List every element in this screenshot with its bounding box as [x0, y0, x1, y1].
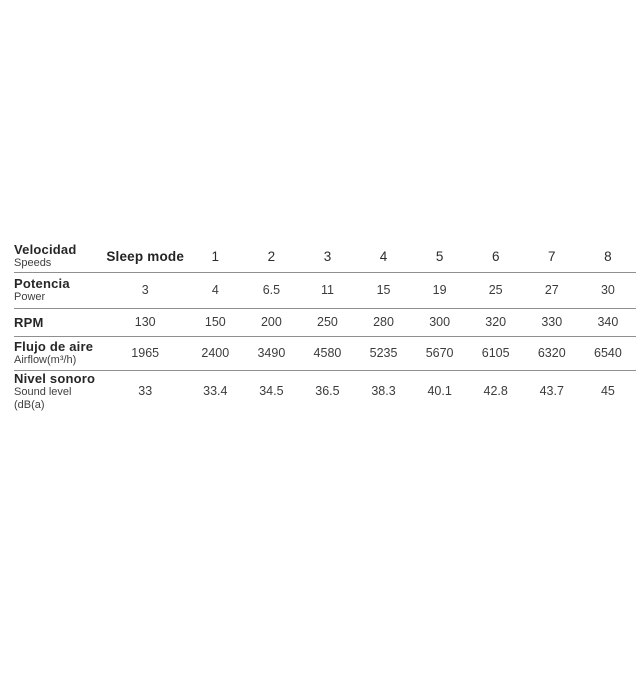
row-label-primary: Flujo de aire [14, 339, 94, 354]
row-label-cell [14, 370, 103, 412]
value-cell: 38.3 [371, 384, 396, 398]
value-cell: 6105 [468, 336, 524, 370]
value-cell: 4 [187, 272, 243, 308]
row-label-cell [14, 336, 103, 370]
row-label-cell [14, 308, 103, 336]
value-cell: 150 [187, 308, 243, 336]
value-cell: 45 [600, 384, 615, 398]
row-label-secondary: Power [14, 291, 46, 303]
value-cell: 19 [412, 272, 468, 308]
row-label-secondary: Sound level (dB(a) [14, 385, 72, 411]
table-row-nivel-sonoro [14, 370, 636, 412]
column-header-sleep-mode: Sleep mode [103, 241, 187, 272]
fan-spec-table-container [14, 241, 636, 412]
value-cell: 6.5 [243, 272, 299, 308]
value-cell: 5670 [412, 336, 468, 370]
column-header-speed-2: 2 [243, 241, 299, 272]
value-cell: 40.1 [427, 384, 452, 398]
value-cell: 6320 [524, 336, 580, 370]
header-label-cell [14, 241, 103, 272]
column-header-speed-1: 1 [187, 241, 243, 272]
column-header-speed-3: 3 [299, 241, 355, 272]
value-cell: 6540 [580, 336, 636, 370]
table-row-rpm [14, 308, 636, 336]
value-cell: 36.5 [315, 384, 340, 398]
value-cell: 11 [299, 272, 355, 308]
value-cell: 250 [299, 308, 355, 336]
value-cell: 5235 [356, 336, 412, 370]
fan-spec-table [14, 241, 636, 412]
value-cell: 3490 [243, 336, 299, 370]
value-cell: 300 [412, 308, 468, 336]
column-header-speed-5: 5 [412, 241, 468, 272]
value-cell: 34.5 [259, 384, 284, 398]
value-cell: 320 [468, 308, 524, 336]
value-cell: 130 [103, 308, 187, 336]
column-header-speed-7: 7 [524, 241, 580, 272]
row-label-cell [14, 272, 103, 308]
row-label-primary: RPM [14, 314, 44, 330]
value-cell: 3 [103, 272, 187, 308]
value-cell: 25 [468, 272, 524, 308]
table-row-flujo-de-aire [14, 336, 636, 370]
value-cell: 1965 [103, 336, 187, 370]
column-header-speed-4: 4 [356, 241, 412, 272]
column-header-speed-8: 8 [580, 241, 636, 272]
value-cell: 340 [580, 308, 636, 336]
value-cell: 33 [138, 384, 153, 398]
row-label-primary: Potencia [14, 276, 70, 291]
value-cell: 33.4 [203, 384, 228, 398]
row-label-primary: Velocidad [14, 242, 77, 258]
value-cell: 330 [524, 308, 580, 336]
value-cell: 43.7 [539, 384, 564, 398]
row-label-secondary: Speeds [14, 257, 52, 270]
value-cell: 30 [580, 272, 636, 308]
value-cell: 280 [356, 308, 412, 336]
value-cell: 42.8 [483, 384, 508, 398]
row-label-primary: Nivel sonoro [14, 370, 96, 386]
value-cell: 27 [524, 272, 580, 308]
column-header-speed-6: 6 [468, 241, 524, 272]
value-cell: 200 [243, 308, 299, 336]
value-cell: 15 [356, 272, 412, 308]
table-header-row [14, 241, 636, 272]
row-label-secondary: Airflow(m³/h) [14, 354, 77, 366]
value-cell: 4580 [299, 336, 355, 370]
value-cell: 2400 [187, 336, 243, 370]
table-row-potencia [14, 272, 636, 308]
